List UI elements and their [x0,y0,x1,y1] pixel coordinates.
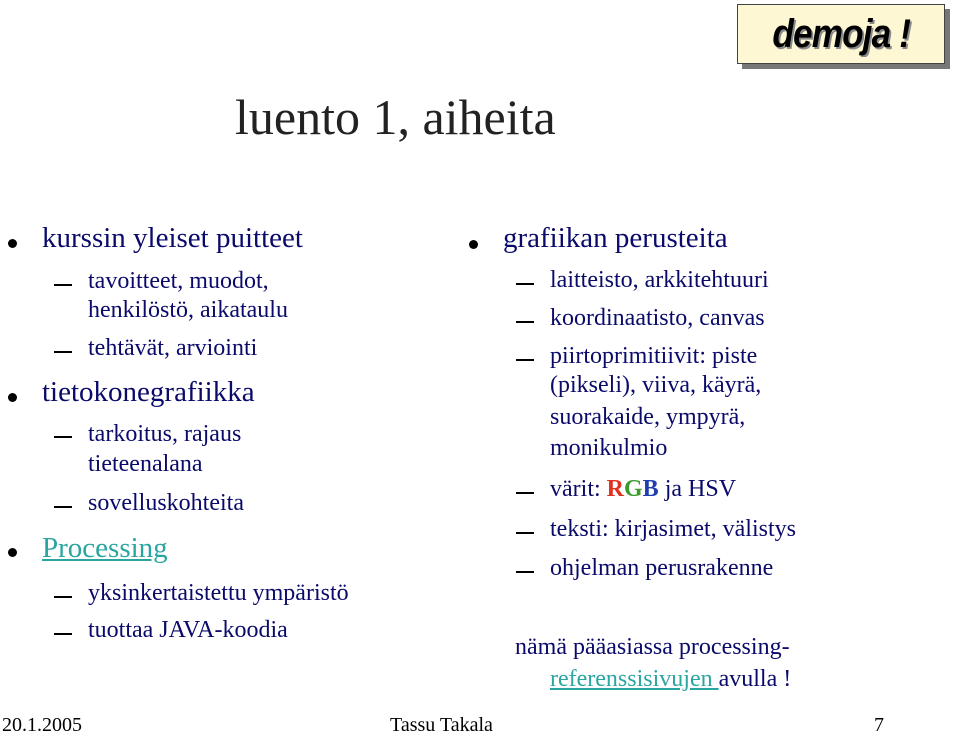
dash-icon [516,571,534,573]
dash-icon [54,351,72,353]
list-item: tehtävät, arviointi [88,335,258,361]
list-item-colors [550,476,736,503]
bullet-icon [8,548,17,557]
color-r: R [606,476,624,502]
footer-date: 20.1.2005 [2,714,82,736]
list-item: tavoitteet, muodot, [88,268,269,294]
dash-icon [54,633,72,635]
dash-icon [54,284,72,286]
list-item: teksti: kirjasimet, välistys [550,516,796,542]
list-item: henkilöstö, aikataulu [88,297,288,323]
section-heading-grafiikan-perusteita: grafiikan perusteita [503,222,728,254]
list-item: yksinkertaistettu ympäristö [88,580,349,606]
list-item: laitteisto, arkkitehtuuri [550,267,769,293]
list-item: ohjelman perusrakenne [550,555,774,581]
list-item: tarkoitus, rajaus [88,421,242,447]
color-b: B [642,476,659,502]
section-heading-puitteet: kurssin yleiset puitteet [42,222,303,254]
note-rest: avulla ! [718,666,792,692]
list-item: tuottaa JAVA-koodia [88,617,288,643]
page-number: 7 [874,714,884,736]
dash-icon [516,532,534,534]
bullet-icon [8,393,17,402]
dash-icon [54,596,72,598]
bullet-icon [469,240,478,249]
list-item: (pikseli), viiva, käyrä, [550,372,762,398]
slide-title: luento 1, aiheita [235,89,556,145]
dash-icon [516,492,534,494]
processing-link[interactable]: Processing [42,532,168,564]
dash-icon [54,506,72,508]
demo-badge[interactable] [737,4,945,64]
list-item: monikulmio [550,435,668,461]
bullet-icon [8,239,17,248]
reference-pages-link[interactable]: referenssisivujen [550,666,719,692]
colors-suffix: ja HSV [658,476,737,502]
footer-author: Tassu Takala [390,714,493,736]
list-item: tieteenalana [88,451,203,477]
list-item: sovelluskohteita [88,490,244,516]
demo-badge-label: demoja ! [772,11,910,56]
dash-icon [516,283,534,285]
list-item: piirtoprimitiivit: piste [550,343,758,369]
note-text-line2 [550,666,791,693]
dash-icon [54,436,72,438]
section-heading-tietokonegrafiikka: tietokonegrafiikka [42,376,255,408]
note-text: nämä pääasiassa processing- [515,634,790,660]
list-item: koordinaatisto, canvas [550,305,765,331]
dash-icon [516,321,534,323]
dash-icon [516,359,534,361]
colors-prefix: värit: [550,476,607,502]
list-item: suorakaide, ympyrä, [550,404,746,430]
color-g: G [624,476,643,502]
